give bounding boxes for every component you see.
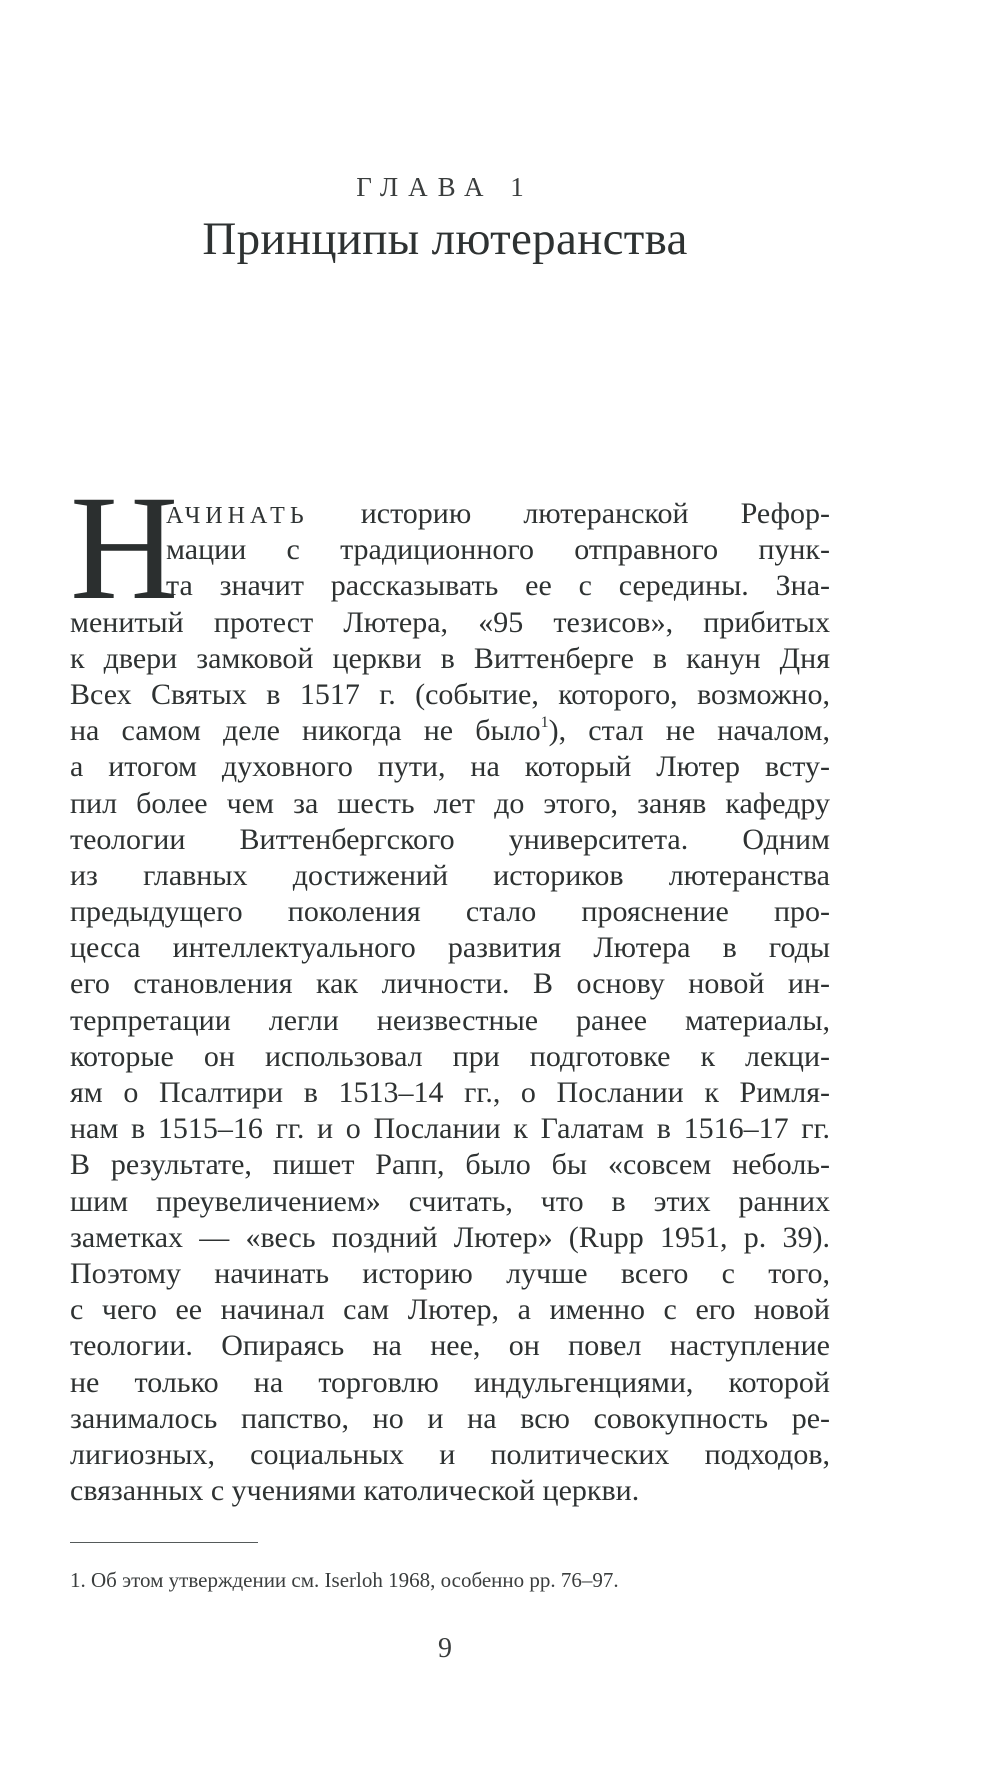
text-line: мации с традиционного отправного пунк- [166,533,830,567]
text-line: теологии. Опираясь на нее, он повел наступление [70,1329,830,1363]
text-line: та значит рассказывать ее с середины. Зна- [166,569,830,603]
drop-cap: Н [70,465,179,631]
text-line: Всех Святых в 1517 г. (событие, которого, возможно, [70,677,830,711]
chapter-title: Принципы лютеранства [202,213,688,265]
text-line: его становления как личности. В основу новой ин- [70,967,830,1001]
text-line: Поэтому начинать историю лучше всего с того, [70,1256,830,1290]
text-line: ям о Псалтири в 1513–14 гг., о Послании к Римля- [70,1076,830,1109]
text-line: пил более чем за шесть лет до этого, заняв кафедру [70,786,830,820]
text-line: заметках — «весь поздний Лютер» (Rupp 1951, p. 39). [70,1220,830,1254]
text-line: из главных достижений историков лютеранства [70,858,830,892]
text-line: связанных с учениями католической церкви. [70,1474,640,1508]
text-line: АЧИНАТЬ историю лютеранской Рефор- [166,497,830,530]
text-line: В результате, пишет Рапп, было бы «совсем неболь- [70,1148,830,1182]
text-line: менитый протест Лютера, «95 тезисов», прибитых [70,605,830,639]
footnote-marker[interactable]: 1 [540,714,549,732]
small-caps-word: АЧИНАТЬ [166,503,309,529]
text-line: лигиозных, социальных и политических подходов, [70,1437,830,1471]
chapter-label: ГЛАВА 1 [356,172,534,202]
text-line: занималось папство, но и на всю совокупность ре- [70,1401,830,1435]
footnote: 1. Об этом утверждении см. Iserloh 1968, особенно pp. 76–97. [70,1568,619,1592]
text-line: с чего ее начинал сам Лютер, а именно с его новой [70,1293,830,1327]
text-line: к двери замковой церкви в Виттенберге в канун Дня [70,641,830,675]
text-line: шим преувеличением» считать, что в этих ранних [70,1184,830,1218]
text-line: нам в 1515–16 гг. и о Послании к Галатам в 1516–17 гг. [70,1112,830,1146]
body-paragraph [70,496,830,1509]
text-line: на самом деле никогда не было$^1$), стал не началом, [70,714,830,748]
text-line: а итогом духовного пути, на который Лютер всту- [70,750,830,784]
text-line: которые он использовал при подготовке к лекци- [70,1039,830,1073]
text-line: не только на торговлю индульгенциями, которой [70,1365,830,1399]
text-line: теологии Виттенбергского университета. Одним [70,822,830,856]
text-line: предыдущего поколения стало прояснение про- [70,895,830,929]
footnote-divider [70,1542,258,1543]
text-line: терпретации легли неизвестные ранее материалы, [70,1003,830,1037]
text-line: цесса интеллектуального развития Лютера в годы [70,931,830,965]
page-number: 9 [438,1633,452,1664]
